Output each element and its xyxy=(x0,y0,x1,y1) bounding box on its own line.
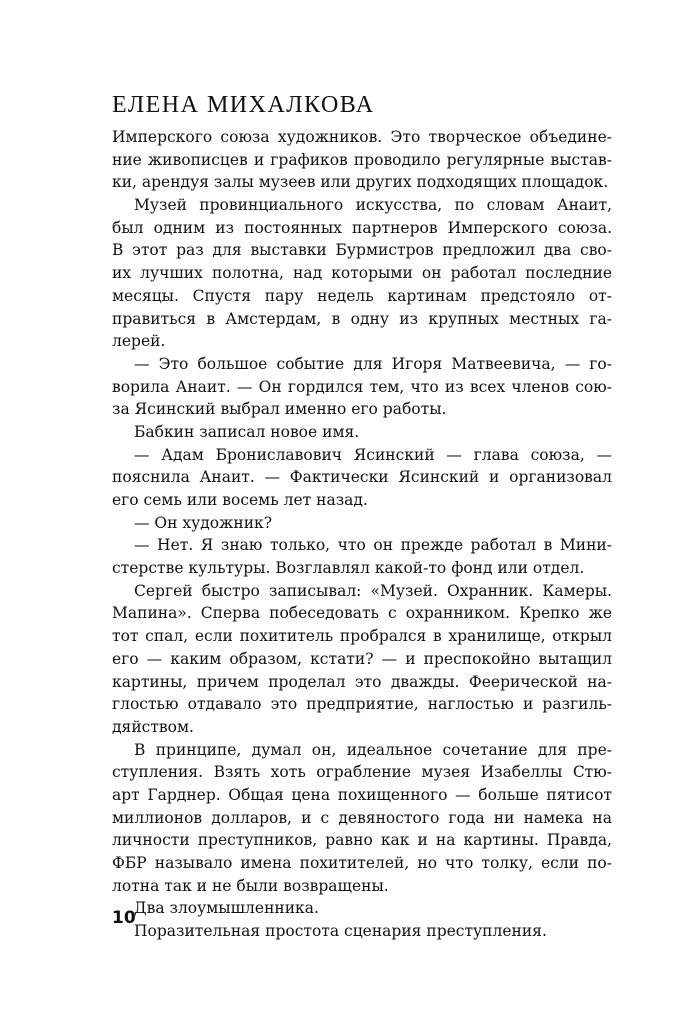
text-line: пояснила Анаит. — Фактически Ясинский и организовал xyxy=(112,468,612,487)
text-line: Музей провинциального искусства, по словам Анаит, xyxy=(134,196,612,215)
text-line: стерстве культуры. Возглавлял какой-то фонд или отдел. xyxy=(112,559,585,578)
text-line: тот спал, если похититель пробрался в хранилище, открыл xyxy=(112,627,612,646)
text-line: — Адам Брониславович Ясинский — глава союза, — xyxy=(134,445,612,464)
text-line: ФБР называло имена похитителей, но что толку, если по- xyxy=(112,854,612,872)
text-line: Имперского союза художников. Это творческое объедине- xyxy=(112,128,612,146)
text-line: В принципе, думал он, идеальное сочетание для пре- xyxy=(134,740,612,759)
text-line: ворила Анаит. — Он гордился тем, что из всех членов сою- xyxy=(112,377,612,396)
text-line: лотна так и не были возвращены. xyxy=(112,876,389,895)
text-line: его семь или восемь лет назад. xyxy=(112,491,368,509)
text-line: Мапина». Сперва побеседовать с охранником. Крепко же xyxy=(112,604,612,623)
text-line: его — каким образом, кстати? — и преспокойно вытащил xyxy=(112,649,612,668)
page-number: 10 xyxy=(112,908,136,928)
text-line: был одним из постоянных партнеров Имперского союза. xyxy=(112,218,612,237)
text-line: ки, арендуя залы музеев или других подходящих площадок. xyxy=(112,173,609,192)
text-line: лерей. xyxy=(112,332,166,351)
text-line: Бабкин записал новое имя. xyxy=(134,422,360,441)
text-line: правиться в Амстердам, в одну из крупных местных га- xyxy=(112,309,612,328)
text-line: миллионов долларов, и с девяностого года ни намека на xyxy=(112,808,612,827)
text-line: Поразительная простота сценария преступления. xyxy=(134,922,547,941)
body-text xyxy=(112,126,612,943)
text-line: — Он художник? xyxy=(134,513,273,532)
text-line: картины, причем проделал это дважды. Феерической на- xyxy=(112,672,612,691)
text-line: — Это большое событие для Игоря Матвеевича, — го- xyxy=(134,354,612,373)
text-line: Два злоумышленника. xyxy=(134,899,319,918)
text-line: месяцы. Спустя пару недель картинам предстояло от- xyxy=(112,286,612,305)
running-head-author: ЕЛЕНА МИХАЛКОВА xyxy=(112,92,375,118)
text-line: их лучших полотна, над которыми он работал последние xyxy=(112,264,612,283)
text-line: личности преступников, равно как и на картины. Правда, xyxy=(112,831,612,850)
text-line: Сергей быстро записывал: «Музей. Охранник. Камеры. xyxy=(134,581,612,600)
text-line: ступления. Взять хоть ограбление музея Изабеллы Стю- xyxy=(112,763,612,782)
text-line: арт Гарднер. Общая цена похищенного — больше пятисот xyxy=(112,785,612,804)
text-line: ние живописцев и графиков проводило регулярные выстав- xyxy=(112,150,612,169)
text-line: — Нет. Я знаю только, что он прежде работал в Мини- xyxy=(134,536,612,555)
text-line: дяйством. xyxy=(112,717,194,736)
text-line: глостью отдавало это предприятие, наглостью и разгиль- xyxy=(112,695,612,714)
text-line: В этот раз для выставки Бурмистров предложил два сво- xyxy=(112,241,612,260)
text-line: за Ясинский выбрал именно его работы. xyxy=(112,400,447,419)
